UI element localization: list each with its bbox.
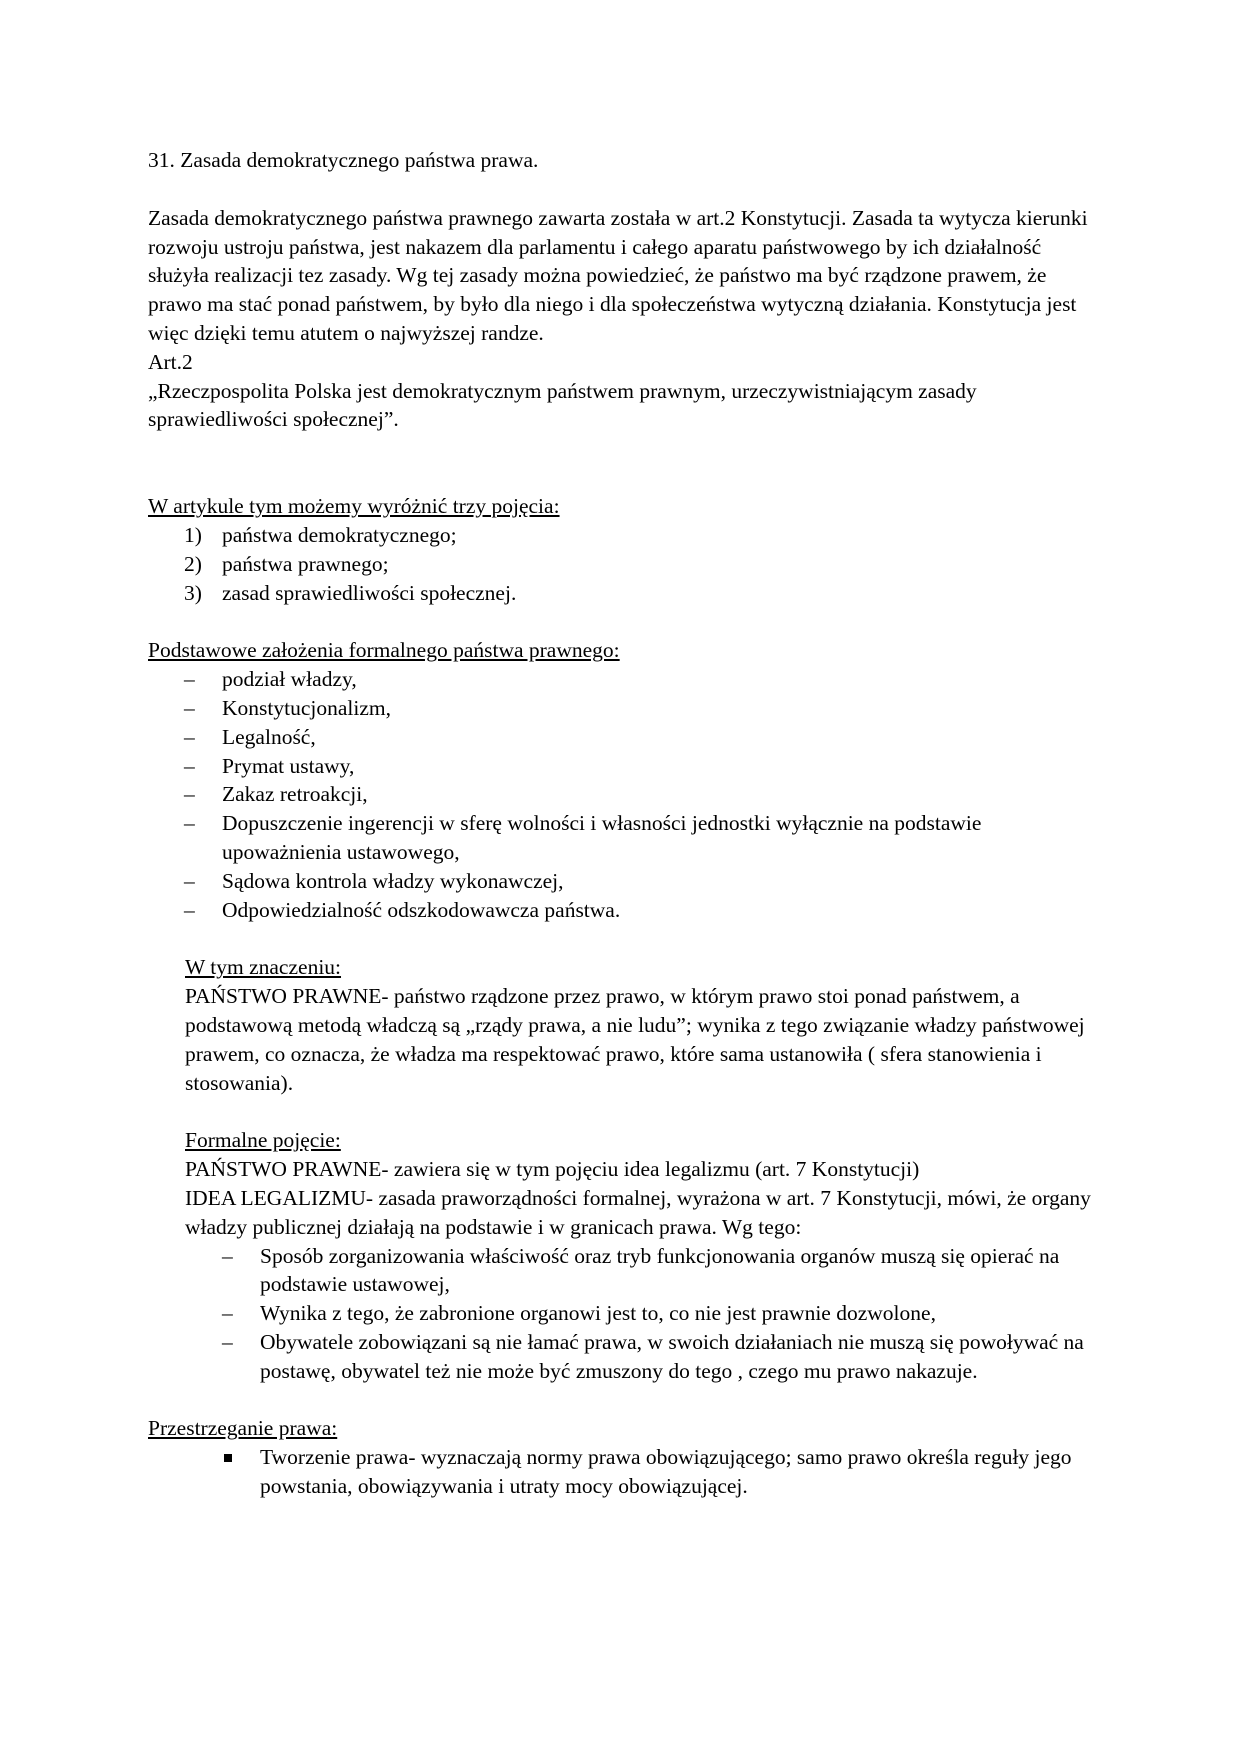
- list-number: 2): [184, 551, 202, 576]
- list-item: [148, 694, 1098, 723]
- formal-heading: Formalne pojęcie:: [185, 1128, 341, 1153]
- concepts-heading: W artykule tym możemy wyróżnić trzy pojęcia:: [148, 494, 560, 519]
- list-item-text: Zakaz retroakcji,: [222, 782, 368, 807]
- compliance-heading: Przestrzeganie prawa:: [148, 1416, 338, 1441]
- list-item-text: Prymat ustawy,: [222, 753, 355, 778]
- compliance-list: [148, 1443, 1098, 1501]
- list-item-text: Legalność,: [222, 724, 316, 749]
- list-number: 1): [184, 522, 202, 547]
- dash-marker: –: [184, 897, 195, 922]
- list-item: [148, 752, 1098, 781]
- dash-marker: –: [184, 753, 195, 778]
- list-item-text: Sądowa kontrola władzy wykonawczej,: [222, 868, 564, 893]
- dash-marker: –: [222, 1243, 233, 1268]
- square-bullet-icon: [224, 1454, 232, 1462]
- list-item-text: państwa prawnego;: [222, 551, 389, 576]
- dash-marker: –: [222, 1301, 233, 1326]
- dash-marker: –: [184, 724, 195, 749]
- list-item-text: państwa demokratycznego;: [222, 522, 457, 547]
- list-item: [148, 896, 1098, 925]
- list-item: [148, 723, 1098, 752]
- list-item: [148, 1328, 1098, 1386]
- list-item: [148, 665, 1098, 694]
- assumptions-heading: Podstawowe założenia formalnego państwa prawnego:: [148, 638, 620, 663]
- list-item-text: podział władzy,: [222, 667, 357, 692]
- list-item: [148, 1299, 1098, 1328]
- list-item: [148, 550, 1098, 579]
- list-item-text: zasad sprawiedliwości społecznej.: [222, 580, 517, 605]
- list-item: [148, 1242, 1098, 1300]
- dash-marker: –: [184, 868, 195, 893]
- list-item: [148, 809, 1098, 867]
- formal-line-1: PAŃSTWO PRAWNE- zawiera się w tym pojęciu idea legalizmu (art. 7 Konstytucji): [185, 1157, 920, 1182]
- list-number: 3): [184, 580, 202, 605]
- list-item-text: Sposób zorganizowania właściwość oraz tryb funkcjonowania organów muszą się opierać na podstawie ustawowej,: [260, 1243, 1060, 1297]
- list-item: [148, 1443, 1098, 1501]
- meaning-section: [148, 953, 1098, 1241]
- concepts-list: [148, 521, 1098, 607]
- meaning-heading: W tym znaczeniu:: [185, 955, 342, 980]
- dash-marker: –: [184, 667, 195, 692]
- list-item-text: Konstytucjonalizm,: [222, 695, 391, 720]
- dash-marker: –: [184, 782, 195, 807]
- list-item: [148, 780, 1098, 809]
- dash-marker: –: [184, 695, 195, 720]
- document-page: [148, 146, 1098, 1501]
- list-item-text: Odpowiedzialność odszkodowawcza państwa.: [222, 897, 621, 922]
- formal-list: [148, 1242, 1098, 1386]
- dash-marker: –: [222, 1329, 233, 1354]
- list-item: [148, 579, 1098, 608]
- article-quote: „Rzeczpospolita Polska jest demokratycznym państwem prawnym, urzeczywistniającym zasady sprawiedliwości społecznej”.: [148, 378, 977, 432]
- list-item-text: Wynika z tego, że zabronione organowi jest to, co nie jest prawnie dozwolone,: [260, 1301, 936, 1326]
- meaning-paragraph: PAŃSTWO PRAWNE- państwo rządzone przez prawo, w którym prawo stoi ponad państwem, a podstawową metodą władczą są „rządy prawa, a nie ludu”; wynika z tego związanie władzy państwowej prawem, co oznacza, że władza ma respektować prawo, które sama ustanowiła ( sfera stanowienia i stosowania).: [185, 984, 1085, 1095]
- formal-line-2: IDEA LEGALIZMU- zasada praworządności formalnej, wyrażona w art. 7 Konstytucji, mówi, że organy władzy publicznej działają na podstawie i w granicach prawa. Wg tego:: [185, 1185, 1091, 1239]
- list-item: [148, 867, 1098, 896]
- intro-paragraph: Zasada demokratycznego państwa prawnego zawarta została w art.2 Konstytucji. Zasada ta wytycza kierunki rozwoju ustroju państwa, jest nakazem dla parlamentu i całego aparatu państwowego by ich działalność służyła realizacji tez zasady. Wg tej zasady można powiedzieć, że państwo ma być rządzone prawem, że prawo ma stać ponad państwem, by było dla niego i dla społeczeństwa wytyczną działania. Konstytucja jest więc dzięki temu atutem o najwyższej randze.: [148, 205, 1088, 345]
- document-title: 31. Zasada demokratycznego państwa prawa.: [148, 148, 539, 172]
- list-item-text: Dopuszczenie ingerencji w sferę wolności i własności jednostki wyłącznie na podstawie upoważnienia ustawowego,: [222, 811, 982, 864]
- list-item-text: Tworzenie prawa- wyznaczają normy prawa obowiązującego; samo prawo określa reguły jego powstania, obowiązywania i utraty mocy obowiązującej.: [260, 1445, 1072, 1499]
- dash-marker: –: [184, 811, 195, 836]
- list-item-text: Obywatele zobowiązani są nie łamać prawa, w swoich działaniach nie muszą się powoływać na postawę, obywatel też nie może być zmuszony do tego , czego mu prawo nakazuje.: [260, 1329, 1084, 1383]
- article-label: Art.2: [148, 349, 193, 374]
- list-item: [148, 521, 1098, 550]
- assumptions-list: [148, 665, 1098, 924]
